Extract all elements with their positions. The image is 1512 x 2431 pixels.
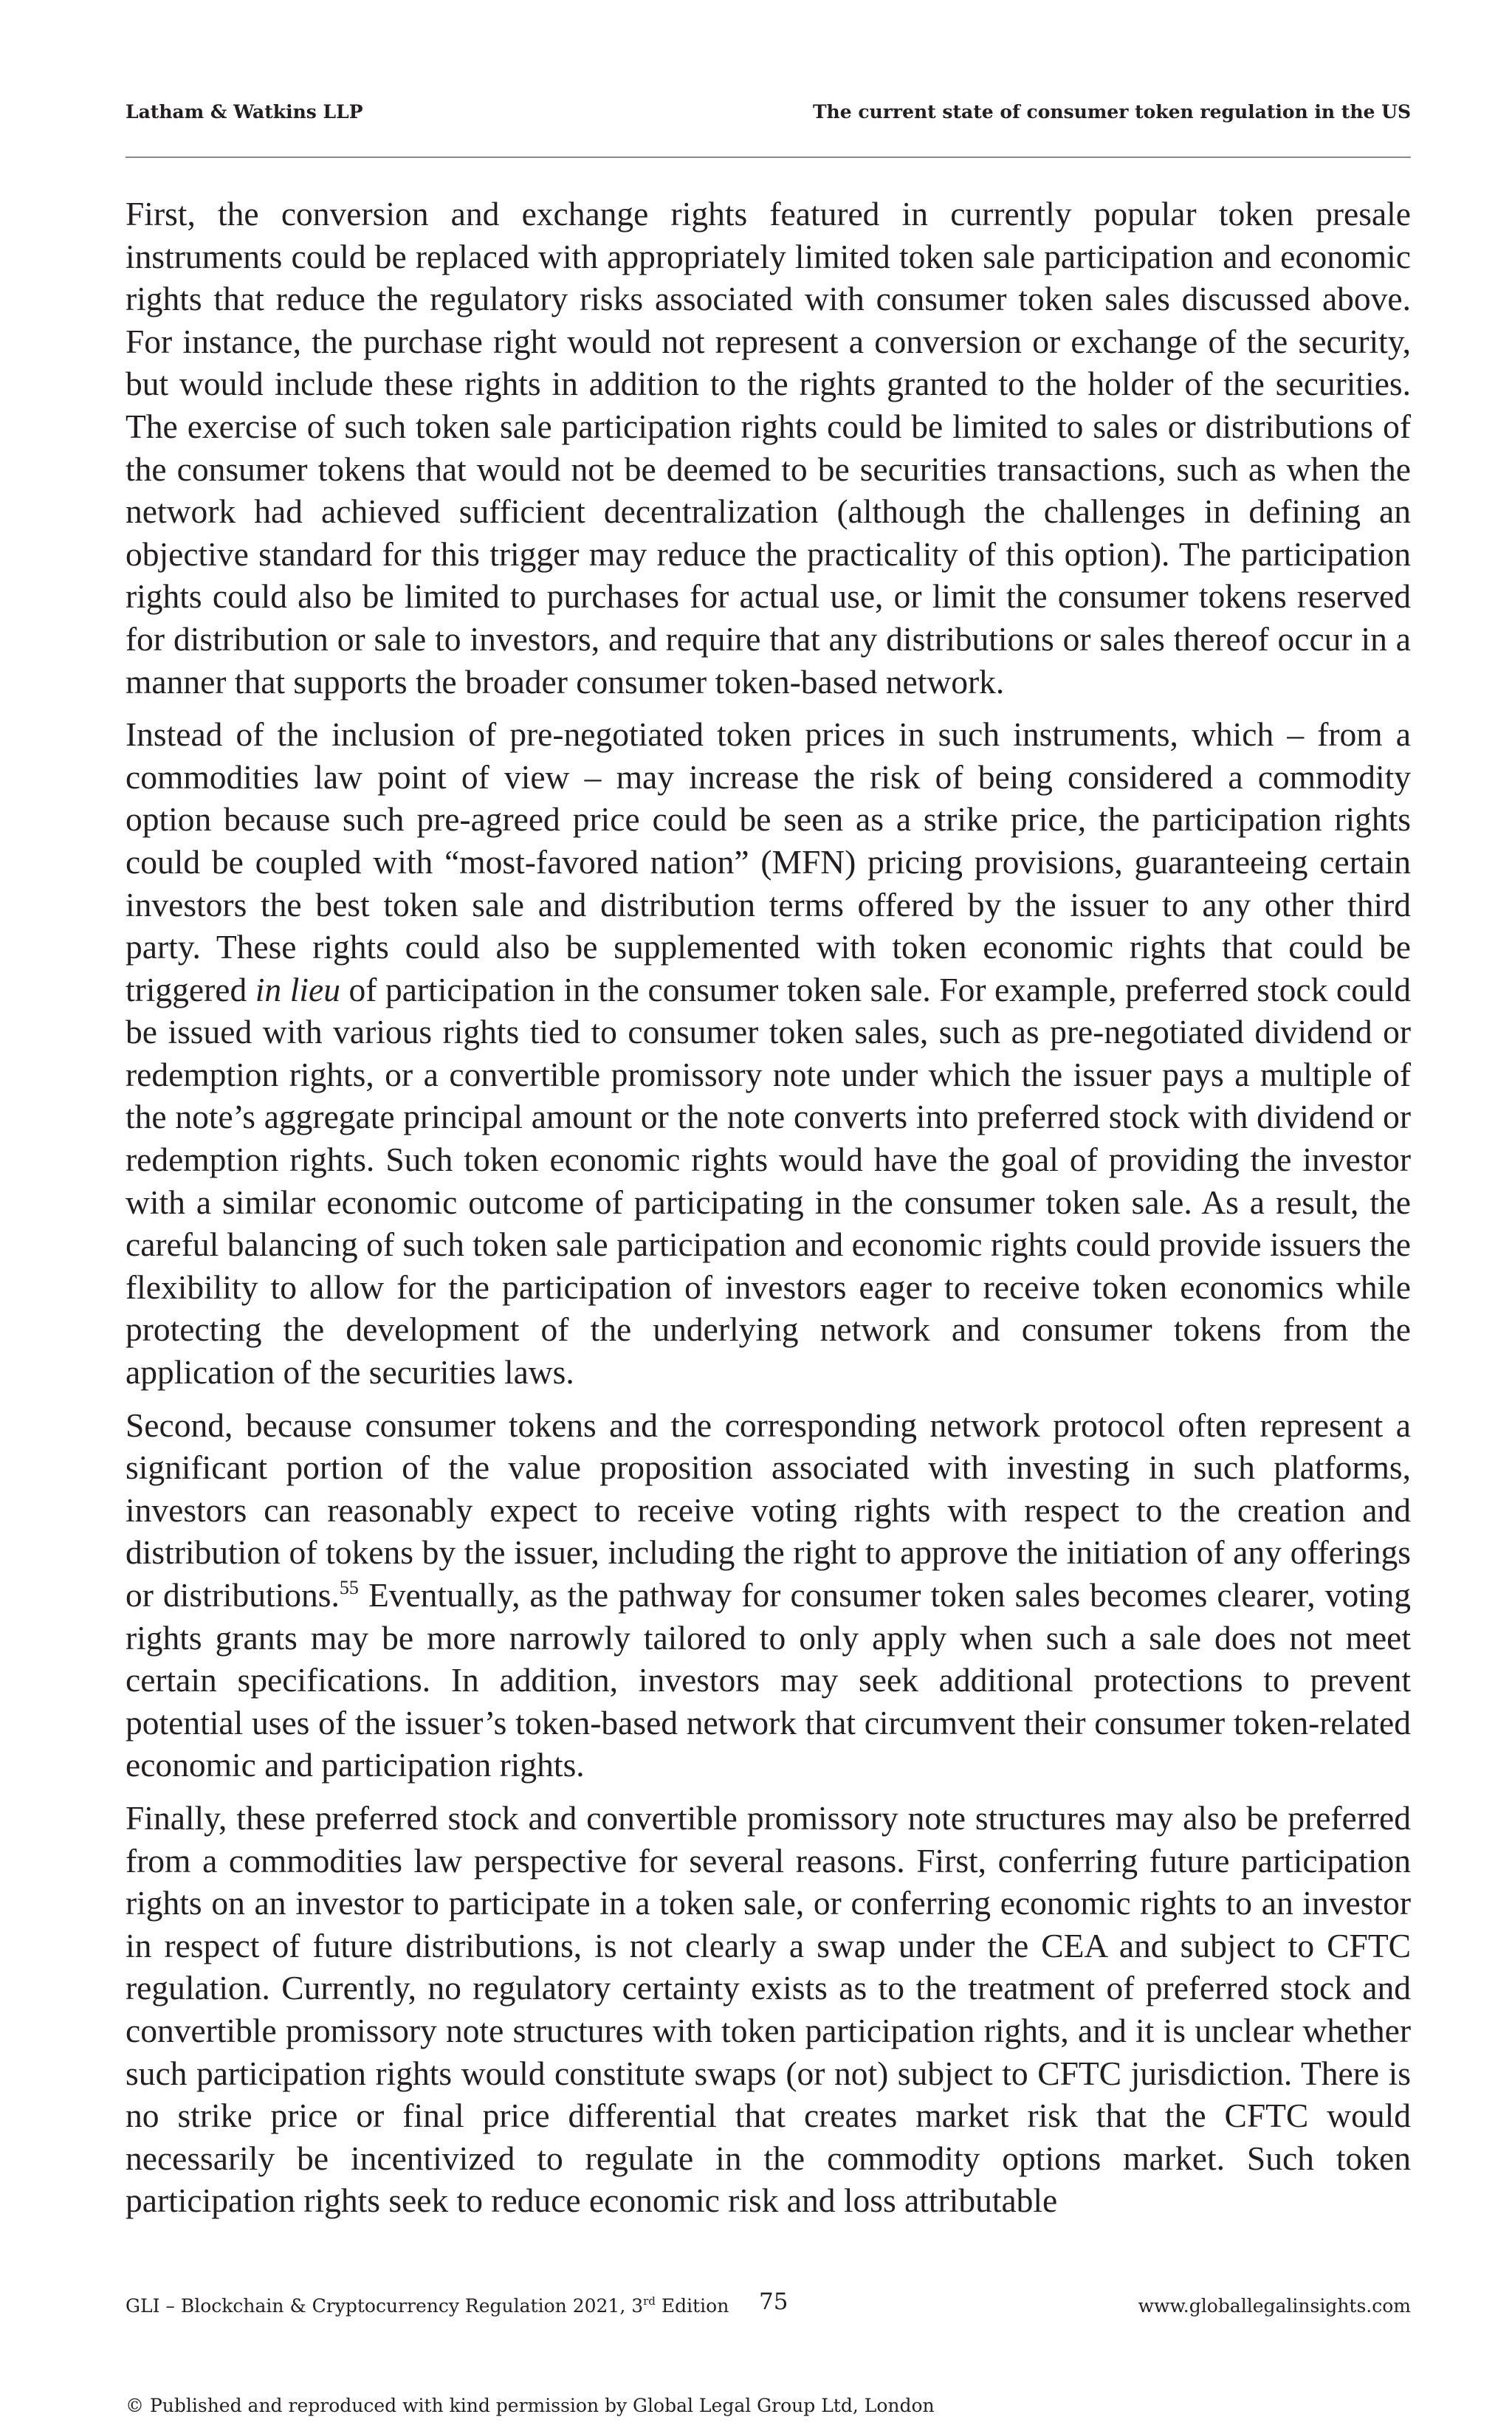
paragraph-3-part-a: Second, because consumer tokens and the corresponding network protocol often represent a significant portion of the value proposition associated with investing in such platforms, investors can reasonably expect to receive voting rights with respect to the creation and distribution of tokens by the issuer, including the right to approve the initiation of any offerings or distributions. [126, 1406, 1411, 1614]
footnote-ref-55: 55 [339, 1577, 359, 1598]
paragraph-3-part-b: Eventually, as the pathway for consumer token sales becomes clearer, voting rights grants may be more narrowly tailored to only apply when such a sale does not meet certain specifications. In addition, investors may seek additional protections to prevent potential uses of the issuer’s token-based network that circumvent their consumer token-related economic and participation rights. [126, 1576, 1411, 1784]
paragraph-2-italic: in lieu [255, 970, 340, 1008]
paragraph-2 [126, 713, 1411, 1394]
running-header [126, 97, 1411, 127]
footer-publication [126, 2291, 729, 2321]
running-footer [126, 2291, 1411, 2321]
header-divider [126, 157, 1411, 158]
header-firm-name: Latham & Watkins LLP [126, 101, 363, 123]
paragraph-4: Finally, these preferred stock and convertible promissory note structures may also be preferred from a commodities law perspective for several reasons. First, conferring future participation rights on an investor to participate in a token sale, or conferring economic rights to an investor in respect of future distributions, is not clearly a swap under the CEA and subject to CFTC regulation. Currently, no regulatory certainty exists as to the treatment of preferred stock and convertible promissory note structures with token participation rights, and it is unclear whether such participation rights would constitute swaps (or not) subject to CFTC jurisdiction. There is no strike price or final price differential that creates market risk that the CFTC would necessarily be incentivized to regulate in the commodity options market. Such token participation rights seek to reduce economic risk and loss attributable [126, 1798, 1411, 2220]
paragraph-1: First, the conversion and exchange rights featured in currently popular token presale instruments could be replaced with appropriately limited token sale participation and economic rights that reduce the regulatory risks associated with consumer token sales discussed above. For instance, the purchase right would not represent a conversion or exchange of the security, but would include these rights in addition to the rights granted to the holder of the securities. The exercise of such token sale participation rights could be limited to sales or distributions of the consumer tokens that would not be deemed to be securities transactions, such as when the network had achieved sufficient decentralization (although the challenges in defining an objective standard for this trigger may reduce the practicality of this option). The participation rights could also be limited to purchases for actual use, or limit the consumer tokens reserved for distribution or sale to investors, and require that any distributions or sales thereof occur in a manner that supports the broader consumer token-based network. [126, 195, 1411, 701]
footer-edition-suffix: rd [643, 2294, 656, 2308]
body-text [126, 193, 1411, 2232]
copyright-notice: © Published and reproduced with kind permission by Global Legal Group Ltd, London [126, 2395, 935, 2416]
footer-edition-word: Edition [655, 2295, 729, 2317]
paragraph-2-part-b: of participation in the consumer token sale. For example, preferred stock could be issued with various rights tied to consumer token sales, such as pre-negotiated dividend or redemption rights, or a convertible promissory note under which the issuer pays a multiple of the note’s aggregate principal amount or the note converts into preferred stock with dividend or redemption rights. Such token economic rights would have the goal of providing the investor with a similar economic outcome of participating in the consumer token sale. As a result, the careful balancing of such token sale participation and economic rights could provide issuers the flexibility to allow for the participation of investors eager to receive token economics while protecting the development of the underlying network and consumer tokens from the application of the securities laws. [126, 970, 1411, 1392]
paragraph-3 [126, 1404, 1411, 1787]
page-number: 75 [759, 2289, 788, 2315]
paragraph-2-part-a: Instead of the inclusion of pre-negotiated token prices in such instruments, which – from a commodities law point of view – may increase the risk of being considered a commodity option because such pre-agreed price could be seen as a strike price, the participation rights could be coupled with “most-favored nation” (MFN) pricing provisions, guaranteeing certain investors the best token sale and distribution terms offered by the issuer to any other third party. These rights could also be supplemented with token economic rights that could be triggered [126, 715, 1411, 1008]
footer-publication-title: GLI – Blockchain & Cryptocurrency Regulation 2021, 3 [126, 2295, 644, 2317]
header-chapter-title: The current state of consumer token regulation in the US [812, 101, 1411, 123]
footer-website: www.globallegalinsights.com [1138, 2295, 1411, 2317]
